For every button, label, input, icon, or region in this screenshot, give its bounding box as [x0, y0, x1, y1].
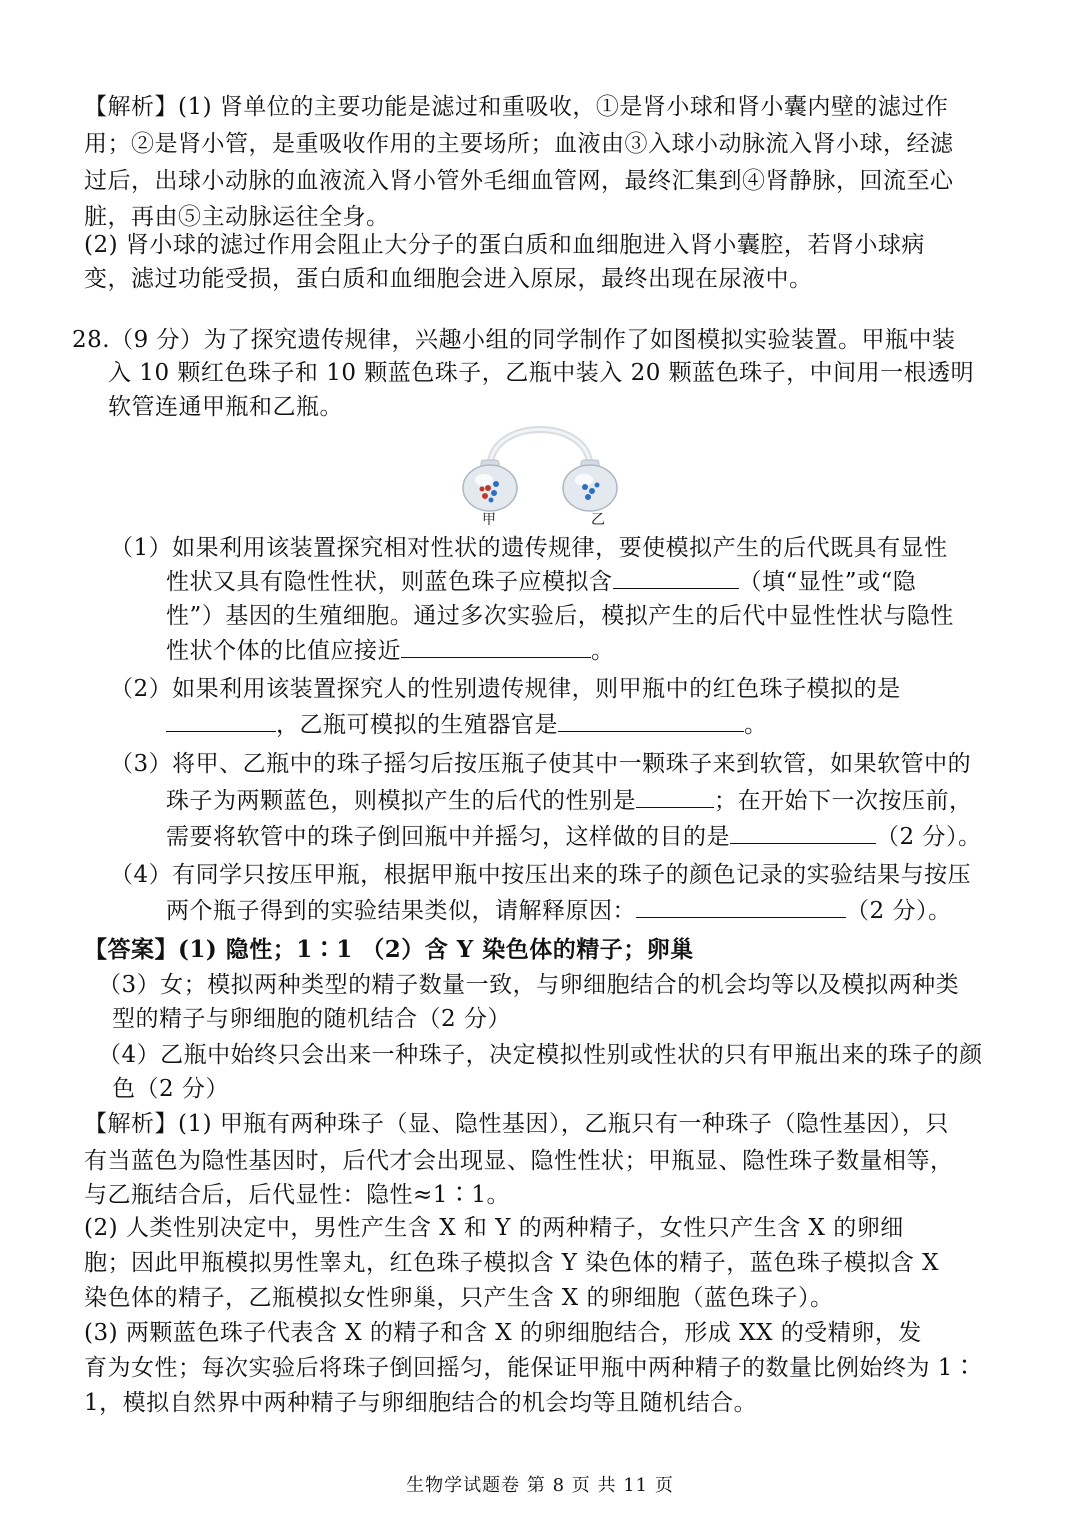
question-28-4-text-a: 两个瓶子得到的实验结果类似，请解释原因：	[166, 898, 636, 924]
answer-blank-4	[558, 711, 744, 732]
answer-blank-7	[636, 897, 846, 918]
question-28-stem-1: 28.（9 分）为了探究遗传规律，兴趣小组的同学制作了如图模拟实验装置。甲瓶中装	[72, 327, 956, 353]
answer-28-line-4: （4）乙瓶中始终只会出来一种珠子，决定模拟性别或性状的只有甲瓶出来的珠子的颜	[98, 1042, 983, 1068]
question-28-3-text-c: 需要将软管中的珠子倒回瓶中并摇匀，这样做的目的是	[166, 824, 730, 850]
analysis-28-line-6: 染色体的精子，乙瓶模拟女性卵巢，只产生含 X 的卵细胞（蓝色珠子）。	[84, 1285, 834, 1311]
analysis-27-line-6: 变，滤过功能受损，蛋白质和血细胞会进入原尿，最终出现在尿液中。	[84, 266, 813, 292]
bottle-apparatus-figure	[455, 418, 625, 530]
analysis-28-line-9: 1，模拟自然界中两种精子与卵细胞结合的机会均等且随机结合。	[84, 1390, 758, 1416]
question-28-stem-2: 入 10 颗红色珠子和 10 颗蓝色珠子，乙瓶中装入 20 颗蓝色珠子，中间用一根透明	[108, 360, 975, 386]
question-28-3-text-d: （2 分）。	[876, 824, 982, 850]
analysis-28-line-5: 胞；因此甲瓶模拟男性睾丸，红色珠子模拟含 Y 染色体的精子，蓝色珠子模拟含 X	[84, 1250, 939, 1276]
question-28-4-text-b: （2 分）。	[846, 898, 952, 924]
question-28-3-line-2	[166, 784, 973, 818]
page-footer: 生物学试题卷 第 8 页 共 11 页	[406, 1475, 674, 1496]
analysis-27-line-1: 【解析】(1) 肾单位的主要功能是滤过和重吸收，①是肾小球和肾小囊内壁的滤过作	[84, 94, 949, 120]
question-28-1-text-c: 性状个体的比值应接近	[166, 638, 401, 664]
answer-blank-5	[636, 787, 714, 808]
question-28-1-line-4	[166, 634, 615, 668]
question-28-1-line-2	[166, 565, 916, 599]
question-28-2-line-1: （2）如果利用该装置探究人的性别遗传规律，则甲瓶中的红色珠子模拟的是	[110, 676, 901, 702]
question-28-2-text-a: ，乙瓶可模拟的生殖器官是	[276, 712, 558, 738]
analysis-28-line-7: (3) 两颗蓝色珠子代表含 X 的精子和含 X 的卵细胞结合，形成 XX 的受精卵，发	[84, 1320, 922, 1346]
analysis-27-line-2: 用；②是肾小管，是重吸收作用的主要场所；血液由③入球小动脉流入肾小球，经滤	[84, 131, 954, 157]
question-28-3-text-b: ；在开始下一次按压前，	[714, 788, 973, 814]
question-28-2-line-2	[166, 708, 768, 742]
answer-28-line-1: 【答案】(1) 隐性；1∶1 （2）含 Y 染色体的精子；卵巢	[84, 936, 694, 963]
question-28-4-line-1: （4）有同学只按压甲瓶，根据甲瓶中按压出来的珠子的颜色记录的实验结果与按压	[110, 862, 972, 888]
bottle-jia-label: 甲	[482, 512, 496, 528]
question-28-stem-3: 软管连通甲瓶和乙瓶。	[108, 394, 343, 420]
analysis-28-line-4: (2) 人类性别决定中，男性产生含 X 和 Y 的两种精子，女性只产生含 X 的卵细	[84, 1215, 904, 1241]
answer-blank-1	[613, 568, 739, 589]
question-28-3-line-1: （3）将甲、乙瓶中的珠子摇匀后按压瓶子使其中一颗珠子来到软管，如果软管中的	[110, 751, 972, 777]
answer-28-line-2: （3）女；模拟两种类型的精子数量一致，与卵细胞结合的机会均等以及模拟两种类	[98, 972, 960, 998]
analysis-28-line-3: 与乙瓶结合后，后代显性：隐性≈1∶1。	[84, 1182, 511, 1208]
question-28-1-line-3: 性”）基因的生殖细胞。通过多次实验后，模拟产生的后代中显性性状与隐性	[166, 603, 954, 629]
analysis-27-line-4: 脏，再由⑤主动脉运往全身。	[84, 204, 390, 230]
question-28-1-text-b: （填“显性”或“隐	[738, 569, 917, 595]
analysis-27-line-5: (2) 肾小球的滤过作用会阻止大分子的蛋白质和血细胞进入肾小囊腔，若肾小球病	[84, 232, 925, 258]
question-28-1-line-1: （1）如果利用该装置探究相对性状的遗传规律，要使模拟产生的后代既具有显性	[110, 535, 948, 561]
analysis-28-line-2: 有当蓝色为隐性基因时，后代才会出现显、隐性性状；甲瓶显、隐性珠子数量相等，	[84, 1148, 954, 1174]
question-28-4-line-2	[166, 894, 951, 928]
question-28-1-text-d: 。	[591, 638, 615, 664]
answer-28-line-3: 型的精子与卵细胞的随机结合（2 分）	[112, 1006, 511, 1032]
question-28-2-text-b: 。	[744, 712, 768, 738]
answer-28-line-5: 色（2 分）	[112, 1076, 229, 1102]
question-28-3-line-3	[166, 820, 981, 854]
analysis-28-line-1: 【解析】(1) 甲瓶有两种珠子（显、隐性基因），乙瓶只有一种珠子（隐性基因），只	[84, 1111, 949, 1137]
answer-blank-3	[166, 711, 276, 732]
question-28-3-text-a: 珠子为两颗蓝色，则模拟产生的后代的性别是	[166, 788, 636, 814]
analysis-27-line-3: 过后，出球小动脉的血液流入肾小管外毛细血管网，最终汇集到④肾静脉，回流至心	[84, 168, 954, 194]
question-28-1-text-a: 性状又具有隐性性状，则蓝色珠子应模拟含	[166, 569, 613, 595]
analysis-28-line-8: 育为女性；每次实验后将珠子倒回摇匀，能保证甲瓶中两种精子的数量比例始终为 1∶	[84, 1355, 977, 1381]
answer-blank-6	[730, 823, 876, 844]
answer-blank-2	[401, 637, 591, 658]
bottle-yi-label: 乙	[591, 512, 605, 528]
